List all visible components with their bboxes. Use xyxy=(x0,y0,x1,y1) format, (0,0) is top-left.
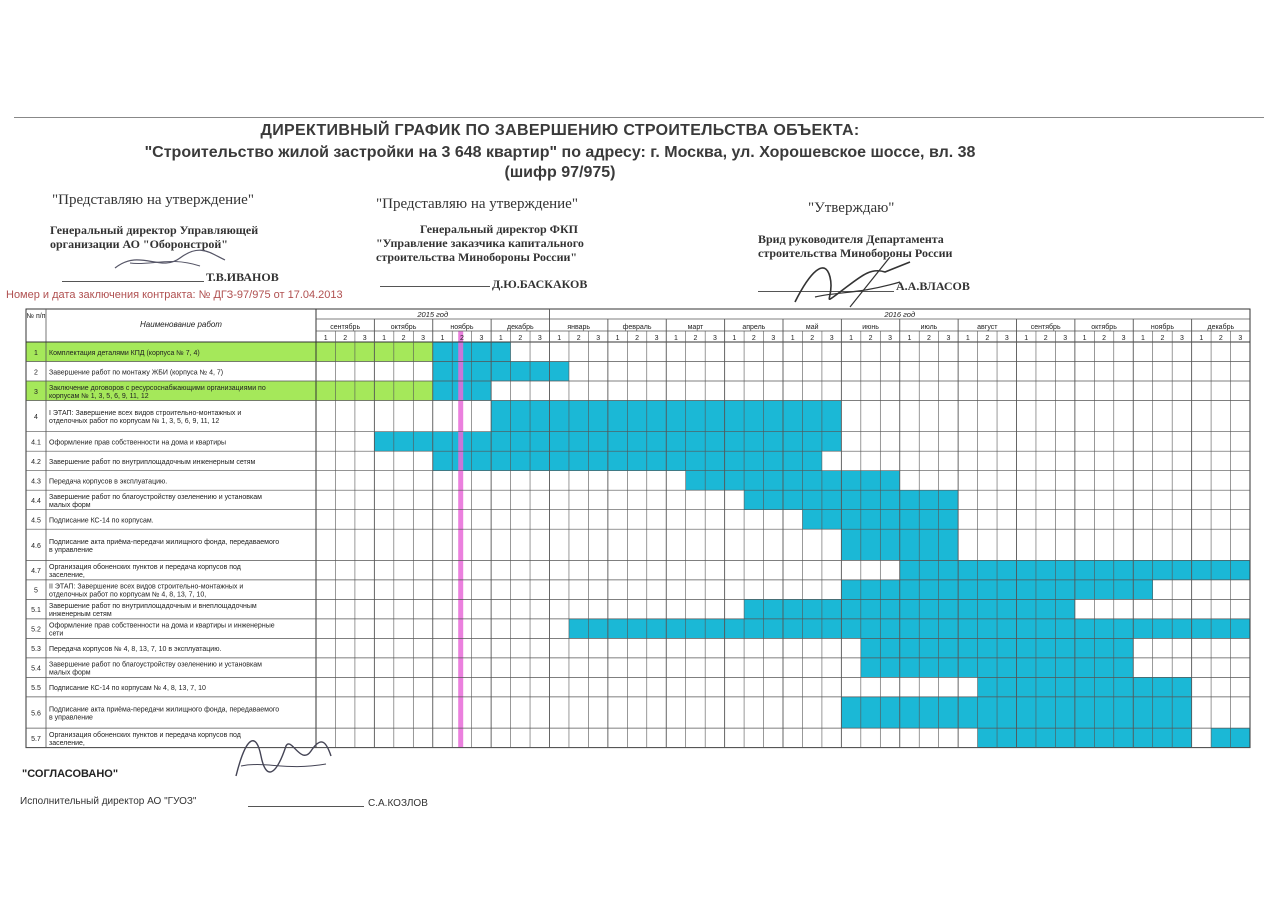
header-decade: 1 xyxy=(849,335,854,342)
row-name: Завершение работ по монтажу ЖБИ (корпуса № 4, 7) xyxy=(49,369,224,377)
row-name: заселение, xyxy=(49,572,85,580)
row-name: сети xyxy=(49,630,64,638)
row-name: II ЭТАП: Завершение всех видов строительно-монтажных и xyxy=(49,583,244,591)
row-number: 2 xyxy=(34,369,38,377)
row-name: в управление xyxy=(49,546,93,554)
header-decade: 1 xyxy=(1082,335,1087,342)
row-name: Завершение работ по благоустройству озеленению и установкам xyxy=(49,493,262,501)
approval-1-line1: Генеральный директор Управляющей xyxy=(50,223,259,237)
row-name: малых форм xyxy=(49,669,91,677)
header-decade: 2 xyxy=(576,335,581,342)
header-decade: 2 xyxy=(693,335,698,342)
title-line-2: "Строительство жилой застройки на 3 648 квартир" по адресу: г. Москва, ул. Хорошевское шоссе, вл. 38 xyxy=(144,144,976,161)
header-no: № п/п xyxy=(26,313,46,320)
header-month: сентябрь xyxy=(1030,324,1061,331)
title-line-3: (шифр 97/975) xyxy=(504,164,616,181)
row-number: 5.7 xyxy=(31,735,41,743)
approval-3-heading: "Утверждаю" xyxy=(808,200,895,216)
header-month: октябрь xyxy=(1091,324,1117,331)
header-month: июнь xyxy=(862,324,879,331)
gantt-bar xyxy=(433,362,569,382)
header-month: февраль xyxy=(622,324,652,331)
row-name: Организация обоненских пунктов и передача корпусов под xyxy=(49,564,241,572)
header-decade: 1 xyxy=(1141,335,1145,342)
header-decade: 1 xyxy=(557,335,562,342)
header-decade: 2 xyxy=(1160,335,1165,342)
header-decade: 1 xyxy=(907,335,912,342)
header-name: Наименование работ xyxy=(140,320,222,329)
header-decade: 2 xyxy=(751,335,756,342)
header-year: 2016 год xyxy=(884,310,916,319)
header-decade: 3 xyxy=(1063,335,1068,342)
header-month: август xyxy=(977,324,998,331)
bottom-role: Исполнительный директор АО "ГУОЗ" xyxy=(20,796,197,807)
header-decade: 1 xyxy=(965,335,970,342)
header-month: май xyxy=(805,324,819,331)
header-decade: 2 xyxy=(401,335,406,342)
header-month: март xyxy=(687,324,704,331)
header-decade: 2 xyxy=(985,335,990,342)
approval-3-signer: А.А.ВЛАСОВ xyxy=(896,279,970,293)
header-decade: 3 xyxy=(421,335,425,342)
header-decade: 1 xyxy=(615,335,620,342)
header-decade: 1 xyxy=(1024,335,1029,342)
header-month: июль xyxy=(920,324,938,331)
row-name: корпусам № 1, 3, 5, 6, 9, 11, 12 xyxy=(49,392,149,400)
row-number: 4.3 xyxy=(31,478,41,486)
title-line-1: ДИРЕКТИВНЫЙ ГРАФИК ПО ЗАВЕРШЕНИЮ СТРОИТЕЛЬСТВА ОБЪЕКТА: xyxy=(260,122,860,139)
current-date-marker xyxy=(458,331,463,748)
gantt-bar xyxy=(686,471,900,491)
row-name: Комплектация деталями КПД (корпуса № 7, 4) xyxy=(49,349,200,357)
approval-2-heading: "Представляю на утверждение" xyxy=(376,196,578,212)
row-number: 5.1 xyxy=(31,607,41,615)
header-decade: 2 xyxy=(868,335,873,342)
approval-2-signer: Д.Ю.БАСКАКОВ xyxy=(492,277,588,291)
gantt-bar xyxy=(978,677,1192,697)
approval-2-line1: Генеральный директор ФКП xyxy=(420,222,578,236)
row-name: инженерным сетям xyxy=(49,611,112,619)
row-name: отделочных работ по корпусам № 1, 3, 5, 6, 9, 11, 12 xyxy=(49,418,220,426)
header-month: ноябрь xyxy=(450,324,474,331)
header-decade: 3 xyxy=(1004,335,1009,342)
row-name: Подписание КС-14 по корпусам. xyxy=(49,517,154,525)
header-month: декабрь xyxy=(506,324,534,331)
header-decade: 1 xyxy=(790,335,795,342)
header-decade: 2 xyxy=(926,335,931,342)
row-name: Оформление прав собственности на дома и квартиры и инженерные xyxy=(49,622,275,630)
row-name: Оформление прав собственности на дома и квартиры xyxy=(49,439,227,447)
header-month: апрель xyxy=(742,324,766,331)
approval-2-line2: "Управление заказчика капитального xyxy=(376,236,584,250)
row-name: Заключение договоров с ресурсоснабжающими организациями по xyxy=(49,384,266,392)
bottom-signature xyxy=(226,726,336,786)
header-decade: 1 xyxy=(732,335,737,342)
row-name: Подписание КС-14 по корпусам № 4, 8, 13, 7, 10 xyxy=(49,685,206,693)
row-number: 5 xyxy=(34,587,38,595)
gantt-bar xyxy=(978,728,1192,748)
header-decade: 3 xyxy=(771,335,776,342)
header-decade: 3 xyxy=(829,335,834,342)
header-month: октябрь xyxy=(390,324,417,331)
header-decade: 2 xyxy=(343,335,348,342)
bottom-signature-line xyxy=(248,806,364,807)
row-name: заселение, xyxy=(49,739,85,747)
header-decade: 2 xyxy=(810,335,815,342)
header-month: январь xyxy=(567,324,591,331)
row-name: Завершение работ по благоустройству озеленению и установкам xyxy=(49,661,262,669)
header-decade: 1 xyxy=(382,335,387,342)
row-number: 4.7 xyxy=(31,568,41,576)
row-name: Завершение работ по внутриплощадочным и внеплощадочным xyxy=(49,603,257,611)
row-number: 4.6 xyxy=(31,542,41,550)
header-decade: 3 xyxy=(479,335,484,342)
row-number: 3 xyxy=(34,388,38,396)
approval-3-line2: строительства Минобороны России xyxy=(758,246,953,260)
row-number: 1 xyxy=(34,349,38,357)
row-number: 4.4 xyxy=(31,497,41,505)
header-month: декабрь xyxy=(1207,324,1235,331)
header-decade: 3 xyxy=(1238,335,1243,342)
gantt-bar xyxy=(744,599,1075,619)
header-decade: 3 xyxy=(362,335,367,342)
approval-1-heading: "Представляю на утверждение" xyxy=(52,192,254,208)
header-decade: 1 xyxy=(498,335,503,342)
row-number: 5.4 xyxy=(31,665,41,673)
header-decade: 3 xyxy=(1179,335,1184,342)
approval-3-line1: Врид руководителя Департамента xyxy=(758,232,944,246)
row-number: 5.2 xyxy=(31,626,41,634)
header-decade: 2 xyxy=(1218,335,1223,342)
header-decade: 1 xyxy=(1199,335,1204,342)
header-decade: 1 xyxy=(674,335,678,342)
row-number: 4.5 xyxy=(31,517,41,525)
row-name: Завершение работ по внутриплощадочным инженерным сетям xyxy=(49,458,256,466)
approval-1-line2: организации АО "Оборонстрой" xyxy=(50,237,228,251)
header-decade: 1 xyxy=(440,335,445,342)
header-month: сентябрь xyxy=(330,324,361,331)
row-name: отделочных работ по корпусам № 4, 8, 13, 7, 10, xyxy=(49,591,207,599)
header-month: ноябрь xyxy=(1150,324,1174,331)
header-decade: 3 xyxy=(1121,335,1126,342)
row-name: в управление xyxy=(49,714,93,722)
header-decade: 3 xyxy=(712,335,717,342)
row-name: малых форм xyxy=(49,501,91,509)
header-decade: 2 xyxy=(459,335,464,342)
row-name: Подписание акта приёма-передачи жилищного фонда, передаваемого xyxy=(49,706,280,714)
header-decade: 3 xyxy=(946,335,951,342)
header-decade: 1 xyxy=(323,335,328,342)
header-decade: 2 xyxy=(635,335,640,342)
approval-2-line3: строительства Минобороны России" xyxy=(376,250,578,264)
header-decade: 3 xyxy=(537,335,542,342)
row-number: 5.6 xyxy=(31,710,41,718)
header-decade: 2 xyxy=(518,335,523,342)
gantt-bar xyxy=(744,490,958,510)
header-decade: 2 xyxy=(1102,335,1107,342)
row-name: Передача корпусов № 4, 8, 13, 7, 10 в эксплуатацию. xyxy=(49,646,222,654)
row-number: 5.5 xyxy=(31,685,41,693)
gantt-bar xyxy=(569,619,1250,639)
contract-number: Номер и дата заключения контракта: № ДГЗ-97/975 от 17.04.2013 xyxy=(6,289,343,301)
header-year: 2015 год xyxy=(417,310,449,319)
bottom-signer: С.А.КОЗЛОВ xyxy=(368,798,428,809)
header-decade: 3 xyxy=(888,335,892,342)
row-name: Организация обоненских пунктов и передача корпусов под xyxy=(49,731,241,739)
row-name: I ЭТАП: Завершение всех видов строительно-монтажных и xyxy=(49,410,242,418)
row-number: 5.3 xyxy=(31,646,41,654)
row-name: Передача корпусов в эксплуатацию. xyxy=(49,478,168,486)
row-number: 4 xyxy=(34,414,38,422)
approval-1-signer: Т.В.ИВАНОВ xyxy=(206,270,279,284)
agreed-stamp: "СОГЛАСОВАНО" xyxy=(22,768,119,780)
header-decade: 2 xyxy=(1043,335,1048,342)
header-decade: 3 xyxy=(596,335,601,342)
row-number: 4.1 xyxy=(31,439,41,447)
header-decade: 3 xyxy=(654,335,659,342)
row-name: Подписание акта приёма-передачи жилищного фонда, передаваемого xyxy=(49,538,280,546)
row-number: 4.2 xyxy=(31,458,41,466)
